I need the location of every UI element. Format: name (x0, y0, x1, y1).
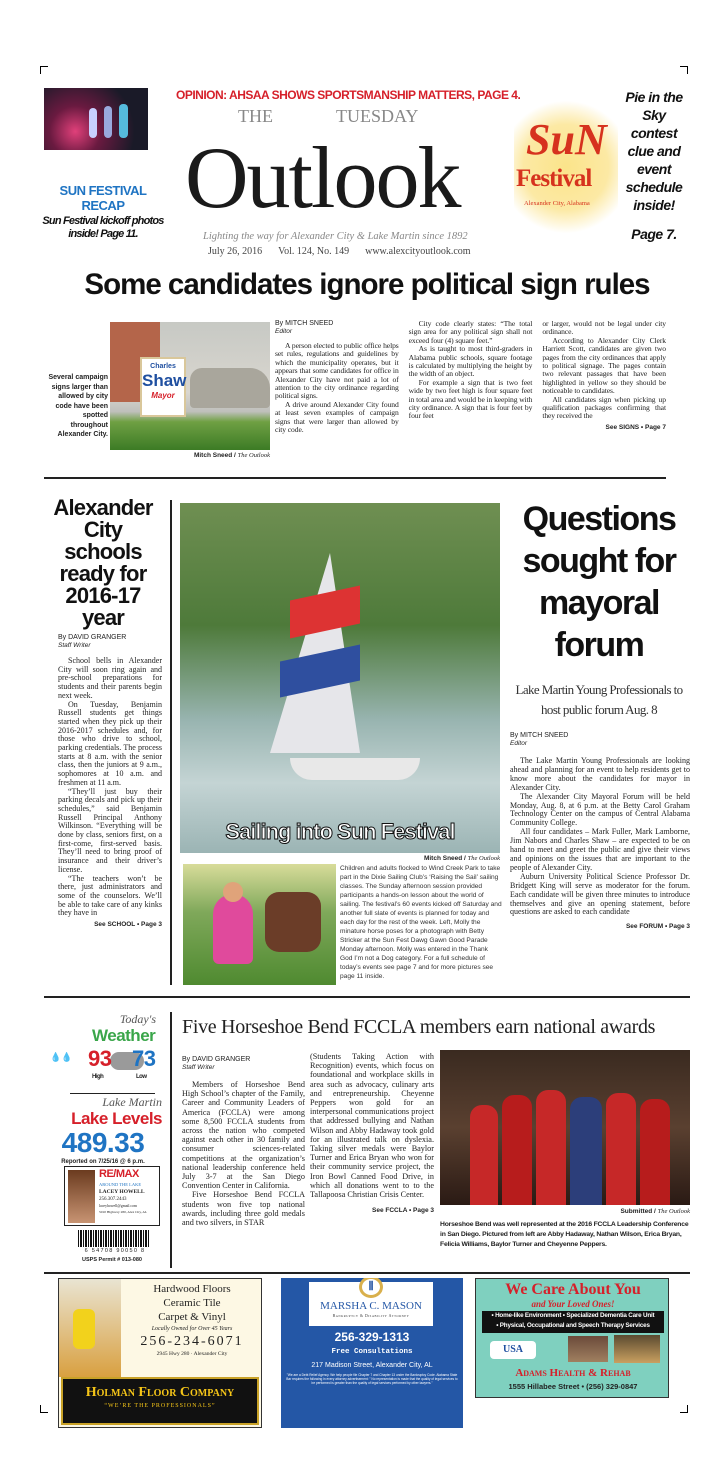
agent-photo (68, 1170, 95, 1223)
usa-logo: USA (490, 1341, 536, 1359)
section-divider (44, 996, 690, 998)
lead-byline: By MITCH SNEED Editor (275, 320, 334, 335)
schools-byline: By DAVID GRANGER Staff Writer (58, 634, 127, 649)
sailing-overlay-title: Sailing into Sun Festival (225, 819, 455, 844)
lead-column-2: For example a sign that is two feet wide by two feet high is four square feet in total area and would be in keeping with city ordinance. A sign that is four feet by four feet (408, 377, 533, 421)
fccla-column-2: (Students Taking Action with Recognition) events, which focus on foundational and workplace skills in area such as advocacy, culinary arts and entrepreneurship. Cheyenne Peppers won gold for an interpersonal communications project that addressed bullying and Nathan Wilson and Abby Hadaway took gold for an illustrated talk on dyslexia. Taking silver medals were Baylor Turner and Erica Bryan who won for their community service project, the Iron Bowl Canned Food Drive, in which all donations went to to the Tallapoosa Christian Crisis Center. See FCCLA • Page 3 (310, 1052, 434, 1215)
lead-body (275, 320, 666, 434)
lead-column-1: A drive around Alexander City found at least seven examples of campaign signs that were larger than allowed by city code. (275, 399, 399, 435)
column-divider (170, 1012, 172, 1268)
sailing-photo-credit: Mitch Sneed / The Outlook (423, 855, 500, 862)
lead-column-2: City code clearly states: “The total sign area for any political sign shall not exceed four (4) square feet.” (408, 319, 533, 345)
lead-column-2: As is taught to most third-graders in Alabama public schools, square footage is calculated by multiplying the height by the width of an object. (408, 344, 533, 379)
schools-story: By DAVID GRANGER Staff Writer School bells in Alexander City will soon ring again and pre-school preparations for students and their parents begin next week. On Tuesday, Benjamin Russell students get things started when they pick up their 2016-2017 schedules and, for those who drive to school, parking credentials. The process starts at 8 a.m. with the senior class, then the juniors at 9 a.m., sophomores at 10 a.m. and freshmen at 11 a.m. “They’ll just buy their parking decals and pick up their schedules,” said Benjamin Russell Principal Anthony Wilkinson. “Everything will be done by class, seniors first, on a first-come, first-served basis. They’ll need to bring proof of insurance and their driver’s license. “The teachers won’t be there, just administrators and some of the counselors. We’ll be able to take care of any kinks they have in See SCHOOL • Page 3 (58, 634, 162, 929)
fccla-photo-credit: Submitted / The Outlook (620, 1208, 690, 1215)
lead-photo-credit: Mitch Sneed / The Outlook (193, 452, 270, 459)
issue-volume: Vol. 124, No. 149 (278, 246, 350, 257)
recap-heading: SUN FESTIVAL RECAP (59, 183, 147, 213)
column-divider (170, 500, 172, 985)
forum-story: By MITCH SNEED Editor The Lake Martin Young Professionals are looking ahead and planning for an event to help residents get to know more about the candidates for mayor in Alexander City. The Alexander City Mayoral Forum will be held Monday, Aug. 8, at 6 p.m. at the Betty Carol Graham Technology Center on the campus of Central Alabama Community College. All four candidates – Mark Fuller, Mark Lamborne, Jim Nabors and Charles Shaw – are expected to be on hand to meet and greet the public and give their views and opinions on the issues that are important to the people of Alexander City. Auburn University Political Science Professor Dr. Bridgett King will serve as moderator for the forum. Each candidate will be given three minutes to introduce themselves and give an opening statement, before questions are asked to each candidate See FORUM • Page 3 (510, 732, 690, 931)
website-link[interactable]: www.alexcityoutlook.com (365, 246, 471, 257)
schools-headline[interactable]: Alexander City schools ready for 2016-17 year (53, 495, 153, 630)
campaign-sign: Charles Shaw Mayor (140, 357, 186, 417)
schools-jump-link[interactable]: See SCHOOL • Page 3 (94, 921, 162, 929)
crop-mark (40, 1405, 48, 1413)
miniature-horse-photo (183, 864, 336, 985)
forum-headline[interactable]: Questions sought for mayoral forum (522, 500, 676, 664)
masthead-tuesday: TUESDAY (336, 106, 419, 126)
adams-address: 1555 Hillabee Street • (256) 329-0847 (508, 1382, 638, 1391)
opinion-teaser[interactable]: OPINION: AHSAA SHOWS SPORTSMANSHIP MATTERS, PAGE 4. (176, 88, 521, 102)
fccla-headline[interactable]: Five Horseshoe Bend FCCLA members earn national awards (182, 1016, 656, 1038)
lead-column-3: All candidates sign when picking up qualification packages confirming that they received the (542, 394, 666, 421)
pie-in-the-sky-promo: Pie in the Sky contest clue and event schedule inside! (625, 89, 683, 213)
sailing-photo-caption: Children and adults flocked to Wind Creek Park to take part in the Dixie Sailing Club’s ‘Raising the Sail’ sailing classes. The Sunday afternoon session provided participants a hands-on lesson about the world of sailing. The festival’s 60 events kicked off Saturday and another full slate of events is planned for today and each day for the rest of the week. Left, Molly the minature horse poses for a photograph with Betty Stricker at the Sun Fest Dawg Gawn Good Parade Monday afternoon. Molly was entered in the Thank God I’m not a Dog category. For a full schedule of today’s events see page 7 and for more pictures see page 11 inside. (340, 865, 502, 980)
recap-text: Sun Festival kickoff photos inside! Page 11. (42, 215, 164, 240)
crop-mark (680, 66, 688, 74)
fccla-byline: By DAVID GRANGER Staff Writer (182, 1056, 251, 1071)
weather-box: Today's Weather 💧💧 93 73 High Low (50, 1012, 156, 1080)
section-divider (44, 1272, 690, 1274)
lead-column-3: According to Alexander City Clerk Harriett Scott, candidates are given two pages from the city ordinances that apply to political signage. The pages contain two relevant passages that have been highlighted in yellow so they should be noticeable to candidates. (542, 335, 666, 396)
lead-headline[interactable]: Some candidates ignore political sign rules (84, 268, 650, 301)
masthead-dateline (208, 246, 471, 257)
adams-health-ad[interactable]: We Care About You and Your Loved Ones! • Home-like Environment • Specialized Dementia Care Unit • Physical, Occupational and Speech Therapy Services USA Adams Health & Rehab 1555 Hillabee Street • (256) 329-0847 (475, 1278, 669, 1398)
lead-jump-link[interactable]: See SIGNS • Page 7 (605, 423, 666, 431)
remax-ad[interactable]: RE/MAX AROUND THE LAKE LACEY HOWELL 256.307.2443 laceyhowell@gmail.com 5010 Highway 280, Alex City, AL (64, 1166, 160, 1226)
masthead-tagline: Lighting the way for Alexander City & Lake Martin since 1892 (203, 231, 468, 242)
lead-photo-caption: Several campaign signs larger than allowed by city code have been spotted throughout Alexander City. (48, 374, 108, 438)
lake-level-value: 489.33 (61, 1127, 145, 1158)
fccla-group-photo (440, 1050, 690, 1205)
sun-festival-logo: SuN Festival Alexander City, Alabama (514, 88, 618, 246)
barcode (78, 1230, 150, 1247)
crop-mark (40, 66, 48, 74)
divider (70, 1093, 155, 1094)
pie-promo-page: Page 7. (631, 226, 677, 242)
festival-recap-photo (44, 88, 148, 150)
lake-levels-box: Lake Martin Lake Levels 489.33 Reported on 7/25/16 @ 6 p.m. (44, 1096, 162, 1166)
masthead-the: THE (238, 106, 273, 126)
holman-floor-ad[interactable]: Hardwood Floors Ceramic Tile Carpet & Vinyl Locally Owned for Over 45 Years 256-234-6071 2945 Hwy 280 · Alexander City Holman Floor Company “WE’RE THE PROFESSIONALS” (58, 1278, 262, 1428)
marsha-mason-ad[interactable]: ⫼ MARSHA C. MASON Bankruptcy & Disability Attorney 256-329-1313 Free Consultations 217 Madison Street, Alexander City, AL "We are a Debt Relief Agency. We help people file Chapter 7 and Chapter 13 under the Bankruptcy Code. Alabama State Bar requires the following in every attorney advertisement: " No representation is made that the quality of legal services to be performed is greater than the quality of legal services performed by other lawyers." (281, 1278, 463, 1428)
ad-photo (568, 1336, 608, 1362)
low-temp: 73 (132, 1046, 156, 1071)
high-temp: 93 (88, 1046, 112, 1071)
lead-column-1: A person elected to public office helps set rules, regulations and guidelines by which the municipality operates, but it appears that some candidates for office in Alexander City have not paid a lot of attention to the city ordinance regarding political signs. (275, 341, 399, 401)
forum-byline: By MITCH SNEED Editor (510, 732, 569, 747)
rain-icon: 💧💧 (50, 1052, 73, 1062)
issue-date: July 26, 2016 (208, 246, 263, 257)
mason-logo-icon: ⫼ (359, 1278, 383, 1298)
ad-photo (614, 1335, 660, 1363)
ad-photo (59, 1279, 121, 1377)
campaign-sign-photo (110, 322, 270, 450)
forum-jump-link[interactable]: See FORUM • Page 3 (625, 923, 690, 931)
barcode-number: 6 54708 90050 8 (84, 1248, 146, 1254)
sailing-photo (180, 503, 500, 853)
usps-permit: USPS Permit # 013-080 (82, 1257, 142, 1263)
fccla-column-1: By DAVID GRANGER Staff Writer Members of Horseshoe Bend High School’s chapter of the Family, Career and Community Leaders of America (FCCLA) were among some 8,500 FCCLA students from across the nation who competed against each other in 30 family and consumer sciences-related competitions at the organization’s national leadership conference held July 3-7 at the San Diego Convention Center in California. Five Horseshoe Bend FCCLA students won five top national awards, including three gold medals and two silvers, in STAR (182, 1056, 305, 1228)
section-divider (44, 477, 666, 479)
crop-mark (680, 1405, 688, 1413)
masthead-title: Outlook (185, 130, 460, 227)
fccla-photo-caption: Horseshoe Bend was well represented at the 2016 FCCLA Leadership Conference in San Diego. Pictured from left are Abby Hadaway, Nathan Wilson, Erica Bryan, Felicia Williams, Baylor Turner and Cheyenne Peppers. (440, 1221, 689, 1248)
lead-story-columns (275, 320, 666, 434)
lead-column-3: or larger, would not be legal under city ordinance. (542, 319, 666, 337)
fccla-jump-link[interactable]: See FCCLA • Page 3 (372, 1207, 434, 1215)
forum-subhead: Lake Martin Young Professionals to host public forum Aug. 8 (515, 682, 683, 717)
